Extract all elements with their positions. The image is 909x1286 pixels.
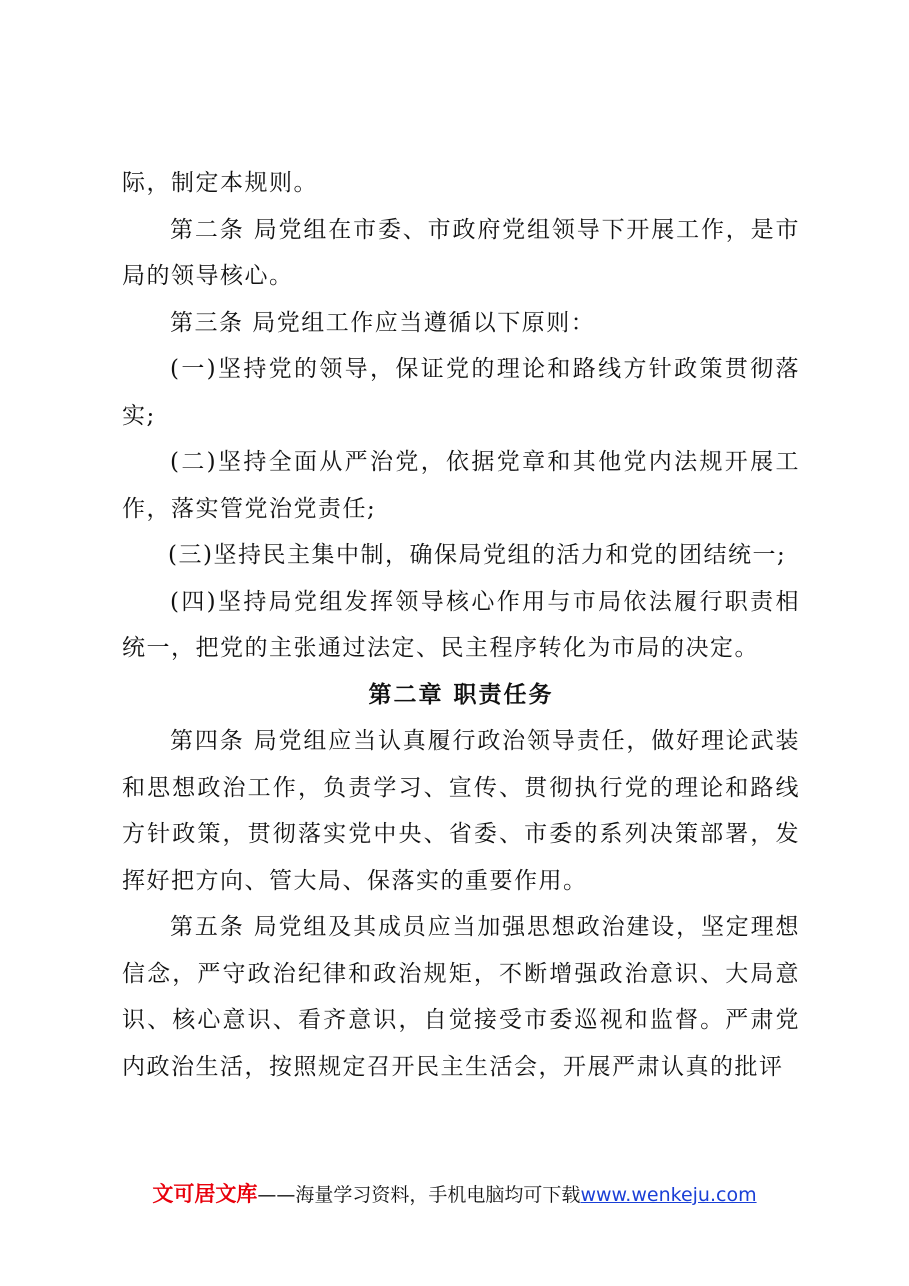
principle-1: (一)坚持党的领导，保证党的理论和路线方针政策贯彻落实; — [122, 356, 800, 429]
footer-link[interactable]: www.wenkeju.com — [580, 1184, 757, 1206]
footer-banner — [0, 1178, 909, 1208]
paragraph-continuation: 际，制定本规则。 — [122, 170, 318, 196]
article-3: 第三条 局党组工作应当遵循以下原则： — [170, 309, 596, 336]
article-4: 第四条 局党组应当认真履行政治领导责任，做好理论武装和思想政治工作，负责学习、宣传、贯彻执行党的理论和路线方针政策，贯彻落实党中央、省委、市委的系列决策部署，发挥好把方向、管大局、保落实的重要作用。 — [122, 728, 800, 894]
document-body — [122, 160, 800, 1090]
principle-4: (四)坚持局党组发挥领导核心作用与市局依法履行职责相统一，把党的主张通过法定、民主程序转化为市局的决定。 — [122, 588, 800, 661]
principle-2: (二)坚持全面从严治党，依据党章和其他党内法规开展工作，落实管党治党责任; — [122, 449, 800, 522]
chapter-title: 第二章 职责任务 — [368, 680, 554, 708]
footer-brand: 文可居文库 — [152, 1182, 258, 1206]
footer-slogan: ——海量学习资料，手机电脑均可下载 — [257, 1184, 581, 1206]
principle-3: (三)坚持民主集中制，确保局党组的活力和党的团结统一; — [168, 542, 787, 568]
article-5: 第五条 局党组及其成员应当加强思想政治建设，坚定理想信念，严守政治纪律和政治规矩，不断增强政治意识、大局意识、核心意识、看齐意识，自觉接受市委巡视和监督。严肃党内政治生活，按照规定召开民主生活会，开展严肃认真的批评 — [122, 914, 800, 1080]
article-2: 第二条 局党组在市委、市政府党组领导下开展工作，是市局的领导核心。 — [122, 216, 800, 289]
